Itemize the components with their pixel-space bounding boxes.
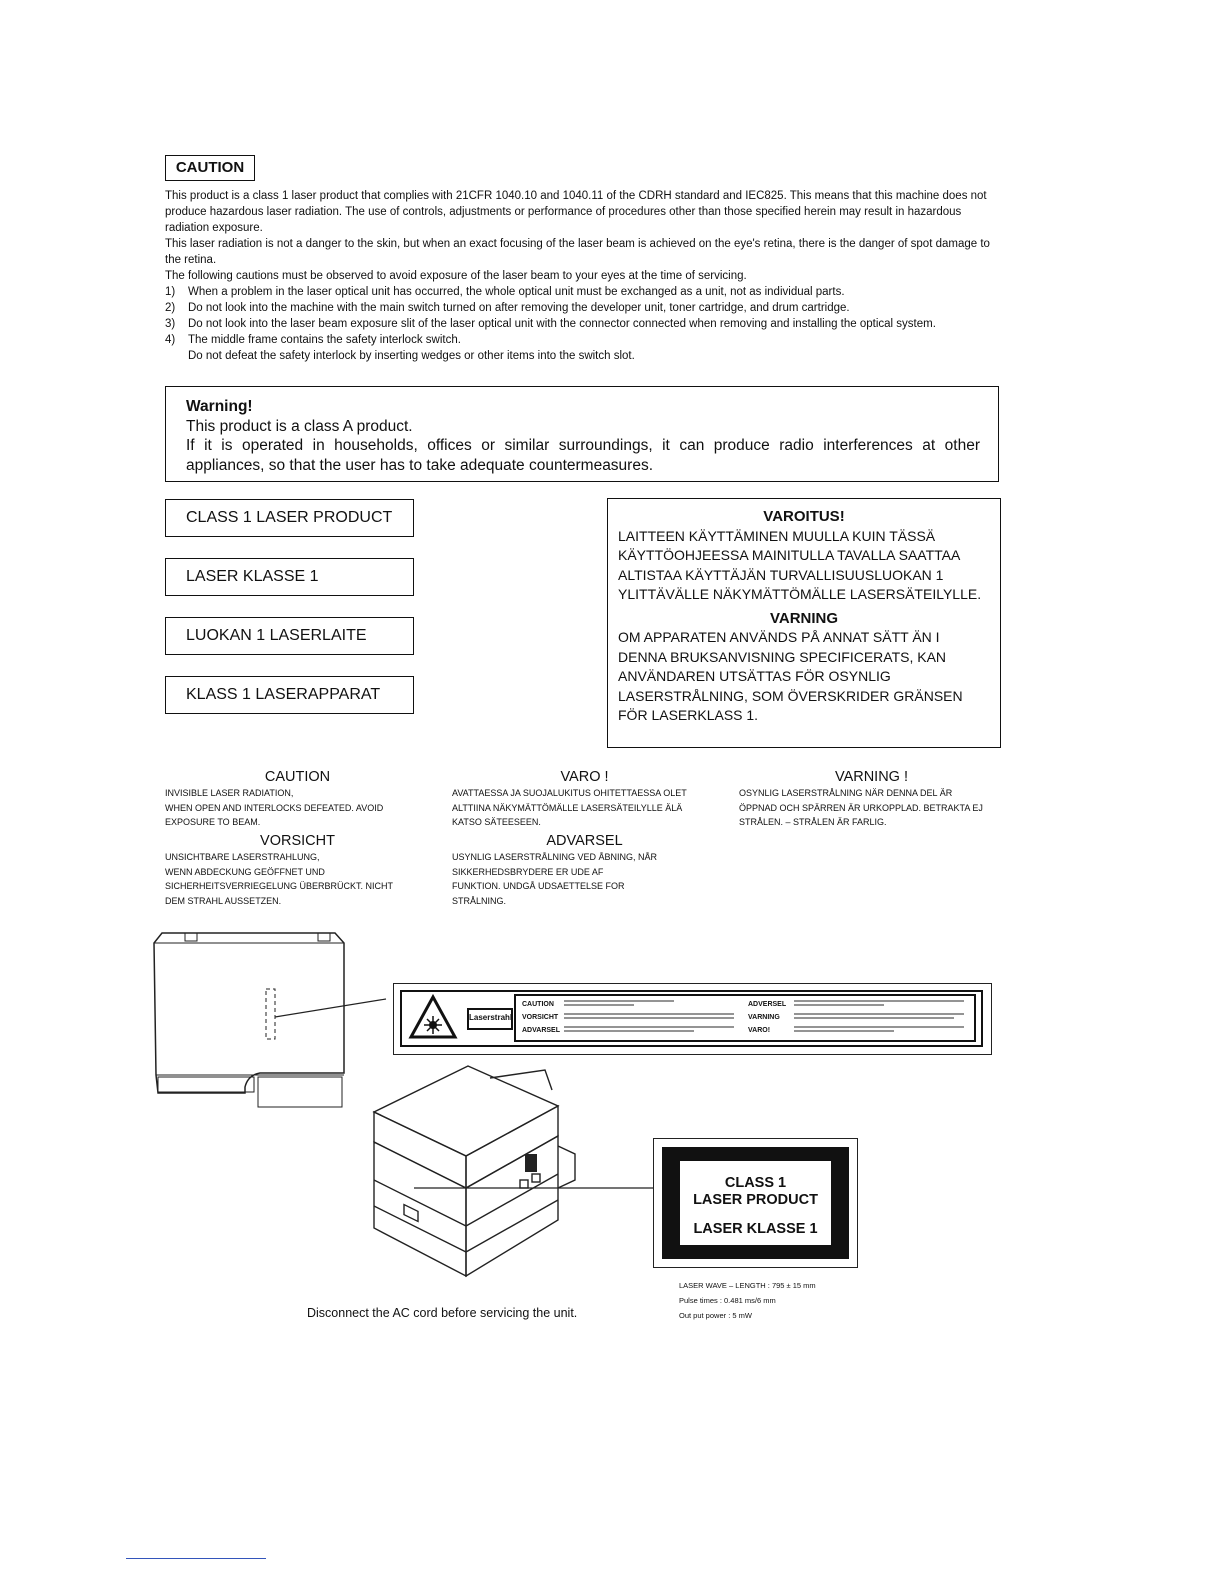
strip-fine-print-2 — [794, 998, 972, 1038]
warning-box — [165, 386, 999, 482]
strip-word-varo: VARO! — [748, 1027, 771, 1034]
laser-hazard-icon — [408, 994, 458, 1040]
class-label-1: CLASS 1 LASER PRODUCT — [165, 499, 414, 537]
strip-word-advarsel: ADVARSEL — [522, 1027, 560, 1034]
spec-pulse: Pulse times : 0.481 ms/6 mm — [679, 1296, 776, 1305]
laser-strip-label — [393, 983, 992, 1055]
disconnect-note: Disconnect the AC cord before servicing the unit. — [307, 1306, 578, 1320]
class1-label — [653, 1138, 858, 1268]
class-label-3: LUOKAN 1 LASERLAITE — [165, 617, 414, 655]
varoitus-title: VAROITUS! — [763, 508, 845, 525]
intro-paragraph-2: This laser radiation is not a danger to the skin, but when an exact focusing of the laser beam is achieved on the eye's retina, there is the danger of spot damage to the retina. — [165, 238, 990, 266]
class1-line-3: LASER KLASSE 1 — [693, 1221, 818, 1237]
copier-isometric-view — [370, 1060, 660, 1282]
varoitus-text: LAITTEEN KÄYTTÄMINEN MUULLA KUIN TÄSSÄ KÄYTTÖOHJEESSA MAINITULLA TAVALLA SAATTAA ALTISTAA KÄYTTÄJÄN TURVALLISUUSLUOKAN 1 YLITTÄVÄLLE NÄKYMÄTTÖMÄLLE LASERSÄTEILYLLE. — [618, 527, 982, 602]
strip-fine-print — [564, 998, 744, 1038]
laser-specs — [679, 1278, 816, 1323]
strip-word-caution: CAUTION — [522, 1001, 554, 1008]
varning-title: VARNING — [769, 609, 839, 627]
class1-line-1: CLASS 1 — [724, 1175, 787, 1191]
caution-item-2: 2) Do not look into the machine with the main switch turned on after removing the developer unit, toner cartridge, and drum cartridge. — [165, 302, 850, 314]
caution-item-4: 4) The middle frame contains the safety interlock switch. Do not defeat the safety interlock by inserting wedges or other items into the switch slot. — [165, 334, 635, 362]
strip-word-varning: VARNING — [748, 1014, 780, 1021]
spec-power: Out put power : 5 mW — [679, 1311, 752, 1320]
warning-line-1: This product is a class A product. — [186, 417, 413, 435]
intro-paragraph-1: This product is a class 1 laser product that complies with 21CFR 1040.10 and 1040.11 of the CDRH standard and IEC825. This means that this machine does not produce hazardous laser radiation. The use of controls, adjustments or performance of procedures other than those specified herein may result in hazardous radiation exposure. — [165, 190, 987, 234]
warning-title: Warning! — [186, 398, 253, 415]
intro-paragraph-3: The following cautions must be observed to avoid exposure of the laser beam to your eyes at the time of servicing. — [165, 270, 747, 282]
class-label-4: KLASS 1 LASERAPPARAT — [165, 676, 414, 714]
caution-item-3: 3) Do not look into the laser beam exposure slit of the laser optical unit with the connector connected when removing and installing the optical system. — [165, 318, 936, 330]
class1-line-2: LASER PRODUCT — [693, 1192, 818, 1208]
label-caution: CAUTION INVISIBLE LASER RADIATION, WHEN OPEN AND INTERLOCKS DEFEATED. AVOID EXPOSURE TO BEAM. — [165, 769, 384, 827]
spec-wavelength: LASER WAVE – LENGTH : 795 ± 15 mm — [679, 1281, 816, 1290]
strip-word-adversel: ADVERSEL — [748, 1001, 787, 1008]
caution-item-1: 1) When a problem in the laser optical unit has occurred, the whole optical unit must be exchanged as a unit, not as individual parts. — [165, 286, 845, 298]
caution-heading: CAUTION — [165, 155, 255, 181]
label-vorsicht: VORSICHT UNSICHTBARE LASERSTRAHLUNG, WENN ABDECKUNG GEÖFFNET UND SICHERHEITSVERRIEGELUNG ÜBERBRÜCKT. NICHT DEM STRAHL AUSSETZEN. — [165, 833, 394, 906]
label-varo: VARO ! AVATTAESSA JA SUOJALUKITUS OHITETTAESSA OLET ALTTIINA NÄKYMÄTTÖMÄLLE LASERSÄTEILYLLE ÄLÄ KATSO SÄTEESEEN. — [452, 769, 687, 827]
varning-text: OM APPARATEN ANVÄNDS PÅ ANNAT SÄTT ÄN I DENNA BRUKSANVISNING SPECIFICERATS, KAN ANVÄNDAREN UTSÄTTAS FÖR OSYNLIG LASERSTRÅLNING, SOM ÖVERSKRIDER GRÄNSEN FÖR LASERKLASS 1. — [618, 629, 963, 723]
laserstrahl-badge: Laserstrahl — [467, 1008, 513, 1030]
machine-top-view — [150, 925, 395, 1115]
class-label-2: LASER KLASSE 1 — [165, 558, 414, 596]
label-varning: VARNING ! OSYNLIG LASERSTRÅLNING NÄR DENNA DEL ÄR ÖPPNAD OCH SPÄRREN ÄR URKOPPLAD. BETRAKTA EJ STRÅLEN. – STRÅLEN ÄR FARLIG. — [739, 769, 983, 827]
strip-word-vorsicht: VORSICHT — [522, 1014, 559, 1021]
caution-body — [165, 188, 995, 364]
varoitus-box — [607, 498, 1001, 748]
footer-rule — [126, 1558, 266, 1559]
label-advarsel: ADVARSEL USYNLIG LASERSTRÅLNING VED ÅBNING, NÅR SIKKERHEDSBRYDERE ER UDE AF FUNKTION. UNDGÅ UDSAETTELSE FOR STRÅLNING. — [452, 833, 658, 906]
warning-line-2: If it is operated in households, offices or similar surroundings, it can produce radio interferences at other appliances, so that the user has to take adequate countermeasures. — [186, 437, 980, 474]
